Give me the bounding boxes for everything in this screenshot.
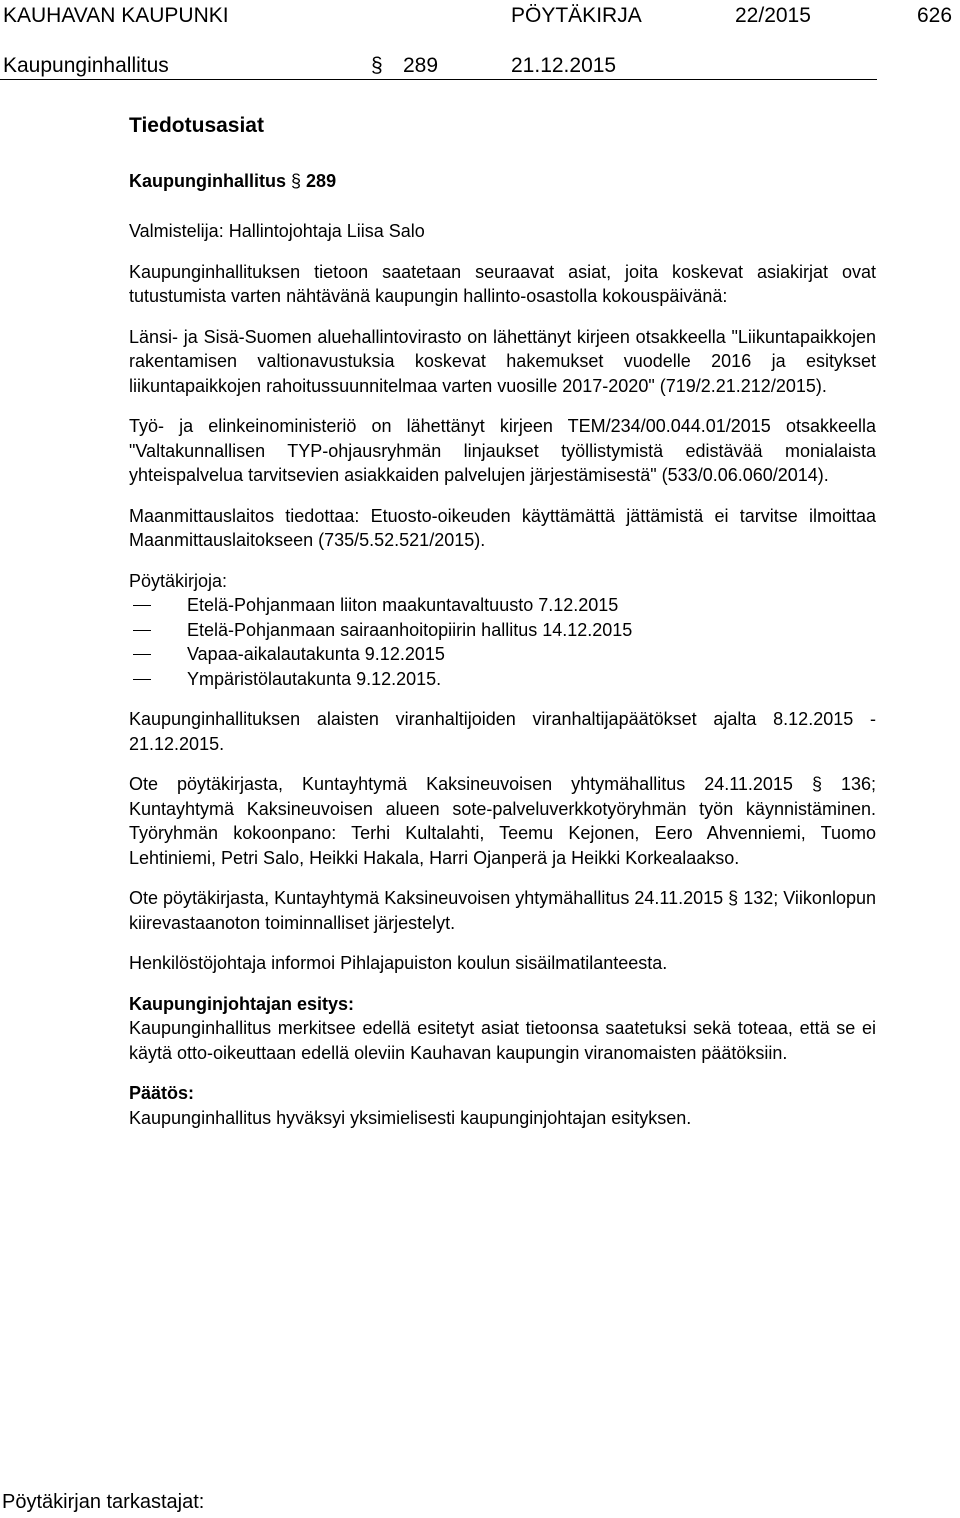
notice-item: Työ- ja elinkeinoministeriö on lähettänyt kirjeen TEM/234/00.044.01/2015 otsakkeella "Valtakunnallisen TYP-ohjausryhmän linjaukset työllistymistä edistävää monialaista yhteispalvelua tarvitsevien asiakkaiden palvelujen järjestämisestä" (533/0.06.060/2014). [129, 416, 876, 485]
list-item [129, 642, 876, 667]
dash-icon [133, 654, 151, 655]
header-doc-type: PÖYTÄKIRJA [511, 4, 642, 27]
notice-item: Länsi- ja Sisä-Suomen aluehallintovirasto on lähettänyt kirjeen otsakkeella "Liikuntapaikkojen rakentamisen valtionavustuksia koskevat hakemukset vuodelle 2016 ja esitykset liikuntapaikkojen rahoitussuunnitelmaa varten vuosille 2017-2020" (719/2.21.212/2015). [129, 326, 876, 396]
dash-icon [133, 679, 151, 680]
header-section-icon: § [371, 54, 383, 77]
hr-info: Henkilöstöjohtaja informoi Pihlajapuiston koulun sisäilmatilanteesta. [129, 953, 668, 973]
intro-paragraph: Kaupunginhallituksen tietoon saatetaan seuraavat asiat, joita koskevat asiakirjat ovat tutustumista varten nähtävänä kaupungin hallinto-osastolla kokouspäivänä: [129, 261, 876, 306]
minutes-label: Pöytäkirjoja: [129, 570, 228, 591]
header-body: Kaupunginhallitus [3, 54, 169, 77]
proposal-text: Kaupunginhallitus merkitsee edellä esitetyt asiat tietoonsa saatetuksi sekä toteaa, että se ei käytä otto-oikeuttaan edellä oleviin Kauhavan kaupungin viranomaisten päätöksiin. [129, 1018, 876, 1063]
officer-decisions: Kaupunginhallituksen alaisten viranhaltijoiden viranhaltijapäätökset ajalta 8.12.2015 - 21.12.2015. [129, 709, 876, 754]
section-icon: § [728, 888, 739, 908]
header-doc-number: 22/2015 [735, 4, 811, 27]
header-section-number: 289 [403, 54, 439, 77]
section-heading [129, 169, 876, 193]
decision-label: Päätös: [129, 1083, 195, 1103]
section-body: Kaupunginhallitus [129, 171, 286, 191]
list-item [129, 667, 876, 692]
extract-text: 136; Kuntayhtymä Kaksineuvoisen alueen sote-palveluverkkotyöryhmän työn käynnistäminen. Työryhmän kokoonpano: Terhi Kultalahti, Teemu Kejonen, Eero Ahvenniemi, Tuomo Lehtiniemi, Petri Salo, Heikki Hakala, Harri Ojanperä ja Heikki Korkealaakso. [129, 774, 876, 868]
signature-label: Pöytäkirjan tarkastajat: [2, 1491, 205, 1513]
extract-text: Ote pöytäkirjasta, Kuntayhtymä Kaksineuvoisen yhtymähallitus 24.11.2015 [129, 888, 729, 908]
list-item-text: Vapaa-aikalautakunta 9.12.2015 [187, 644, 445, 664]
preparer: Valmistelija: Hallintojohtaja Liisa Salo [129, 221, 425, 241]
header-divider [0, 79, 877, 80]
minutes-content [129, 113, 876, 1130]
list-item-text: Etelä-Pohjanmaan liiton maakuntavaltuusto 7.12.2015 [187, 595, 619, 615]
header-org: KAUHAVAN KAUPUNKI [3, 4, 229, 27]
header-page-number: 626 [917, 4, 953, 27]
section-icon: § [811, 774, 822, 794]
header-date: 21.12.2015 [511, 54, 617, 77]
list-item-text: Ympäristölautakunta 9.12.2015. [187, 668, 442, 689]
extract-text: 132; Viikonlopun kiirevastaanoton toiminnalliset järjestelyt. [129, 888, 876, 933]
dash-icon [133, 605, 151, 606]
extract-paragraph [129, 772, 876, 870]
proposal-label: Kaupunginjohtajan esitys: [129, 993, 355, 1014]
decision-text: Kaupunginhallitus hyväksyi yksimielisesti kaupunginjohtajan esityksen. [129, 1107, 692, 1128]
section-icon: § [291, 171, 302, 191]
page-title: Tiedotusasiat [129, 114, 264, 137]
list-item [129, 593, 876, 618]
extract-text: Ote pöytäkirjasta, Kuntayhtymä Kaksineuvoisen yhtymähallitus 24.11.2015 [129, 774, 812, 794]
notice-item: Maanmittauslaitos tiedottaa: Etuosto-oikeuden käyttämättä jättämistä ei tarvitse ilmoittaa Maanmittauslaitokseen (735/5.52.521/2015). [129, 505, 876, 550]
list-item [129, 618, 876, 643]
extract-paragraph [129, 886, 876, 935]
minutes-list [129, 593, 876, 691]
dash-icon [133, 630, 151, 631]
list-item-text: Etelä-Pohjanmaan sairaanhoitopiirin hallitus 14.12.2015 [187, 619, 633, 640]
section-number: 289 [306, 171, 337, 191]
